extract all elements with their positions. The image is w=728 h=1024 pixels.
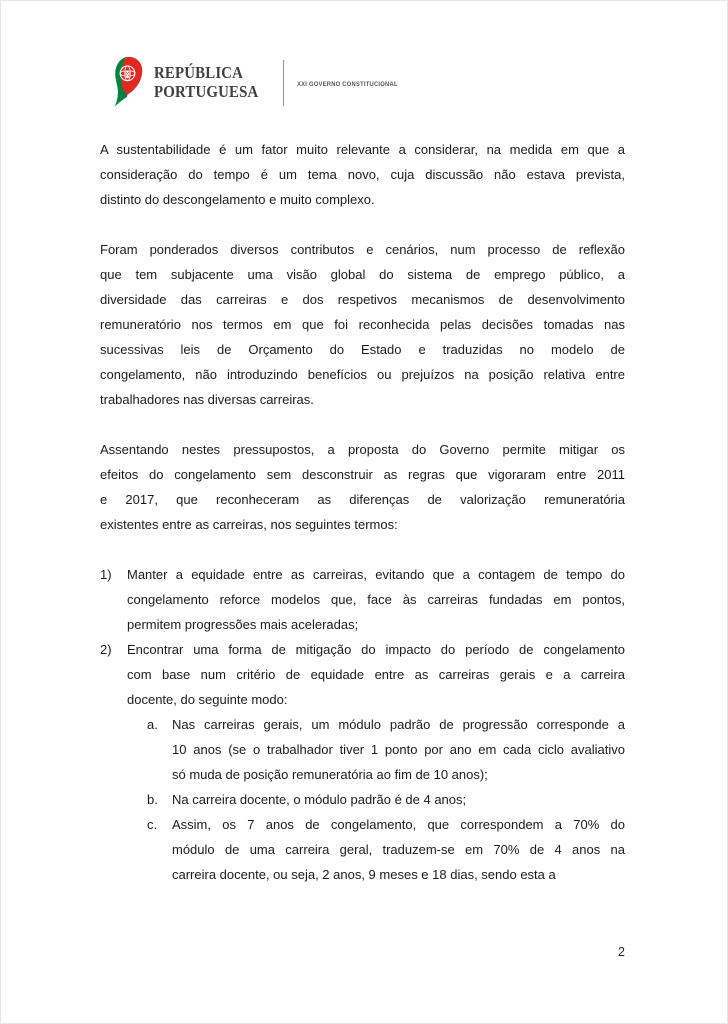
brand-wordmark <box>154 63 258 101</box>
text-line: trabalhadores nas diversas carreiras. <box>100 392 314 407</box>
text-line: diversidade das carreiras e dos respetivos mecanismos de desenvolvimento <box>100 292 625 307</box>
list-item-text <box>172 787 625 812</box>
list-item-text <box>172 712 625 787</box>
list-item-text <box>127 562 625 637</box>
header-caption: XXI GOVERNO CONSTITUCIONAL <box>297 81 398 88</box>
list-item-text <box>127 637 625 712</box>
text-line: só muda de posição remuneratória ao fim de 10 anos); <box>172 767 488 782</box>
list-item-text <box>172 812 625 887</box>
paragraph <box>100 437 625 537</box>
paragraph <box>100 137 625 212</box>
text-line: Na carreira docente, o módulo padrão é de 4 anos; <box>172 792 467 807</box>
list-item <box>147 787 625 812</box>
text-line: Foram ponderados diversos contributos e cenários, num processo de reflexão <box>100 242 625 257</box>
list-marker: 1) <box>100 567 112 582</box>
document-header <box>112 57 409 109</box>
list-item <box>147 712 625 787</box>
republica-portuguesa-emblem-icon <box>112 57 144 107</box>
list-item <box>147 812 625 887</box>
text-line: docente, do seguinte modo: <box>127 692 288 707</box>
text-line: Assentando nestes pressupostos, a proposta do Governo permite mitigar os <box>100 442 625 457</box>
text-line: módulo de uma carreira geral, traduzem-se em 70% de 4 anos na <box>172 842 625 857</box>
text-line: existentes entre as carreiras, nos seguintes termos: <box>100 517 398 532</box>
list-marker: a. <box>147 717 158 732</box>
text-line: e 2017, que reconheceram as diferenças de valorização remuneratória <box>100 492 625 507</box>
text-line: sucessivas leis de Orçamento do Estado e traduzidas no modelo de <box>100 342 625 357</box>
document-footer <box>100 944 625 960</box>
text-line: efeitos do congelamento sem desconstruir as regras que vigoraram entre 2011 <box>100 467 625 482</box>
text-line: consideração do tempo é um tema novo, cuja discussão não estava prevista, <box>100 167 625 182</box>
text-line: 10 anos (se o trabalhador tiver 1 ponto por ano em cada ciclo avaliativo <box>172 742 625 757</box>
text-line: congelamento reforce modelos que, face às carreiras fundadas em pontos, <box>127 592 625 607</box>
text-line: que tem subjacente uma visão global do sistema de emprego público, a <box>100 267 625 282</box>
list-marker: c. <box>147 817 158 832</box>
list-marker: b. <box>147 792 158 807</box>
text-line: Manter a equidade entre as carreiras, evitando que a contagem de tempo do <box>127 567 625 582</box>
text-line: congelamento, não introduzindo benefícios ou prejuízos na posição relativa entre <box>100 367 625 382</box>
text-line: com base num critério de equidade entre as carreiras gerais e a carreira <box>127 667 625 682</box>
text-line: Assim, os 7 anos de congelamento, que correspondem a 70% do <box>172 817 625 832</box>
list-item <box>100 637 625 712</box>
page-number: 2 <box>618 945 625 959</box>
list-item <box>100 562 625 637</box>
text-line: distinto do descongelamento e muito complexo. <box>100 192 375 207</box>
text-line: Nas carreiras gerais, um módulo padrão de progressão corresponde a <box>172 717 625 732</box>
text-line: A sustentabilidade é um fator muito relevante a considerar, na medida em que a <box>100 142 625 157</box>
brand-line1: REPÚBLICA <box>154 63 244 82</box>
brand-line2: PORTUGUESA <box>154 82 259 101</box>
text-line: carreira docente, ou seja, 2 anos, 9 meses e 18 dias, sendo esta a <box>172 867 556 882</box>
paragraph <box>100 237 625 412</box>
list-marker: 2) <box>100 642 112 657</box>
text-line: remuneratório nos termos em que foi reconhecida pelas decisões tomadas nas <box>100 317 625 332</box>
text-line: permitem progressões mais aceleradas; <box>127 617 359 632</box>
text-line: Encontrar uma forma de mitigação do impacto do período de congelamento <box>127 642 625 657</box>
document-body <box>100 137 625 887</box>
header-divider <box>283 60 284 106</box>
